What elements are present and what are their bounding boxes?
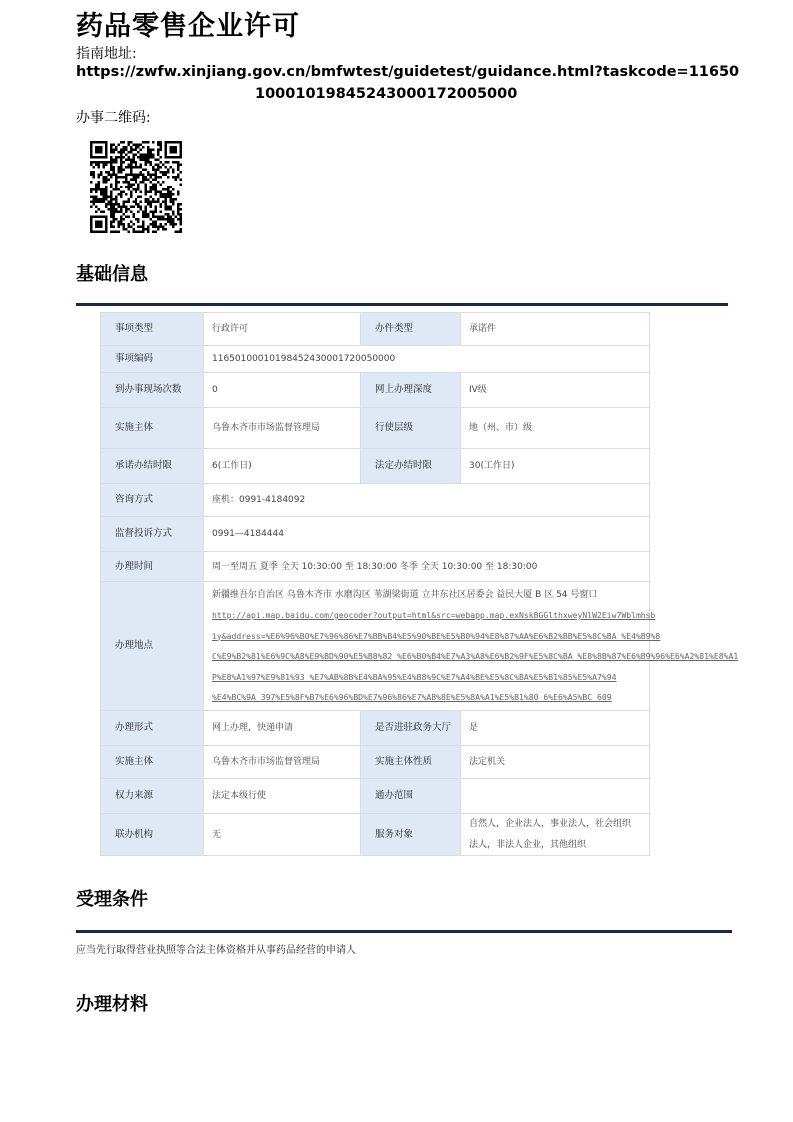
cell-value: 乌鲁木齐市市场监督管理局 <box>204 408 361 449</box>
cell-value: 周一至周五 夏季 全天 10:30:00 至 18:30:00 冬季 全天 10:30:00 至 18:30:00 <box>204 552 650 582</box>
cell-key: 实施主体性质 <box>361 746 461 779</box>
cell-key: 办理形式 <box>101 711 204 746</box>
cell-key: 服务对象 <box>361 814 461 856</box>
target-line-2: 法人，非法人企业，其他组织 <box>469 839 587 850</box>
table-row <box>101 373 650 408</box>
table-row <box>101 814 650 856</box>
target-line-1: 自然人，企业法人，事业法人，社会组织 <box>469 819 632 829</box>
conditions-text: 应当先行取得营业执照等合法主体资格并从事药品经营的申请人 <box>76 945 356 956</box>
basic-info-table <box>100 312 739 856</box>
qr-label: 办事二维码: <box>76 110 151 126</box>
cell-value: 0991—4184444 <box>204 517 650 552</box>
map-link-line-5[interactable]: %E4%BC%9A 397%E5%8F%B7%E6%96%BD%E7%96%86%E7%AB%8E%E5%8A%A1%E5%B1%80 6%E6%A5%BC 609 <box>212 692 612 702</box>
address-cell <box>204 582 739 711</box>
cell-value: 30(工作日) <box>461 449 650 484</box>
cell-key: 办理时间 <box>101 552 204 582</box>
guide-label: 指南地址: <box>76 46 137 62</box>
cell-value: 承诺件 <box>461 313 650 346</box>
section-basic-rule <box>76 303 728 306</box>
cell-key: 承诺办结时限 <box>101 449 204 484</box>
section-conditions-title: 受理条件 <box>76 889 148 910</box>
cell-value: 6(工作日) <box>204 449 361 484</box>
table-row <box>101 711 650 746</box>
cell-value: 地（州、市）级 <box>461 408 650 449</box>
cell-key: 事项类型 <box>101 313 204 346</box>
cell-key: 网上办理深度 <box>361 373 461 408</box>
cell-key: 权力来源 <box>101 779 204 814</box>
table-row <box>101 552 650 582</box>
table-row <box>101 346 650 373</box>
section-conditions-rule <box>76 930 732 933</box>
section-materials-title: 办理材料 <box>76 994 148 1015</box>
table-row <box>101 746 650 779</box>
cell-key: 咨询方式 <box>101 484 204 517</box>
cell-value: 法定本级行使 <box>204 779 361 814</box>
cell-key: 到办事现场次数 <box>101 373 204 408</box>
table-row <box>101 449 650 484</box>
cell-value: 0 <box>204 373 361 408</box>
cell-value: 网上办理，快递申请 <box>204 711 361 746</box>
cell-value: 行政许可 <box>204 313 361 346</box>
cell-value: 法定机关 <box>461 746 650 779</box>
cell-value <box>461 814 650 856</box>
map-link-line-2[interactable]: iy&address=%E6%96%B0%E7%96%86%E7%BB%B4%E5%90%BE%E5%B0%94%E8%87%AA%E6%B2%BB%E5%8C%BA %E4%B9%8 <box>212 630 661 641</box>
cell-key: 实施主体 <box>101 408 204 449</box>
qr-code <box>90 141 182 233</box>
cell-value: 无 <box>204 814 361 856</box>
cell-key: 事项编码 <box>101 346 204 373</box>
cell-value: IV级 <box>461 373 650 408</box>
cell-key: 通办范围 <box>361 779 461 814</box>
table-row <box>101 313 650 346</box>
cell-value: 乌鲁木齐市市场监督管理局 <box>204 746 361 779</box>
guide-url-line-2[interactable]: 10001019845243000172005000 <box>255 86 518 102</box>
cell-value <box>461 779 650 814</box>
cell-value: 11650100010198452430001720050000 <box>204 346 650 373</box>
section-basic-title: 基础信息 <box>76 264 148 285</box>
table-row <box>101 408 650 449</box>
map-link-line-3[interactable]: C%E9%B2%81%E6%9C%A8%E9%BD%90%E5%B8%82 %E6%B0%B4%E7%A3%A8%E6%B2%9F%E5%8C%BA %E8%8B%87%E6%B9%96%E6%A2%81%E8%A1 <box>212 651 739 661</box>
cell-key: 法定办结时限 <box>361 449 461 484</box>
cell-key: 实施主体 <box>101 746 204 779</box>
cell-value: 是 <box>461 711 650 746</box>
page-title: 药品零售企业许可 <box>76 11 300 42</box>
guide-url-line-1[interactable]: https://zwfw.xinjiang.gov.cn/bmfwtest/guidetest/guidance.html?taskcode=11650 <box>76 64 740 80</box>
cell-key: 联办机构 <box>101 814 204 856</box>
map-link-line-1[interactable]: http://api.map.baidu.com/geocoder?output=html&src=webapp.map.exNskBGGlthxweyNlW2Eiw7Wblmhsb <box>212 610 656 620</box>
table-row <box>101 779 650 814</box>
cell-key: 行使层级 <box>361 408 461 449</box>
address-text: 新疆维吾尔自治区 乌鲁木齐市 水磨沟区 苇湖梁街道 立井东社区居委会 益民大厦 B 区 54 号窗口 <box>212 589 598 600</box>
table-row <box>101 484 650 517</box>
map-link-line-4[interactable]: P%E8%A1%97%E9%81%93 %E7%AB%8B%E4%BA%95%E4%B8%9C%E7%A4%BE%E5%8C%BA%E5%B1%85%E5%A7%94 <box>212 671 617 682</box>
cell-key: 办理地点 <box>101 582 204 711</box>
cell-value: 座机：0991-4184092 <box>204 484 650 517</box>
cell-key: 办件类型 <box>361 313 461 346</box>
table-row <box>101 582 650 711</box>
cell-key: 监督投诉方式 <box>101 517 204 552</box>
cell-key: 是否进驻政务大厅 <box>361 711 461 746</box>
table-row <box>101 517 650 552</box>
